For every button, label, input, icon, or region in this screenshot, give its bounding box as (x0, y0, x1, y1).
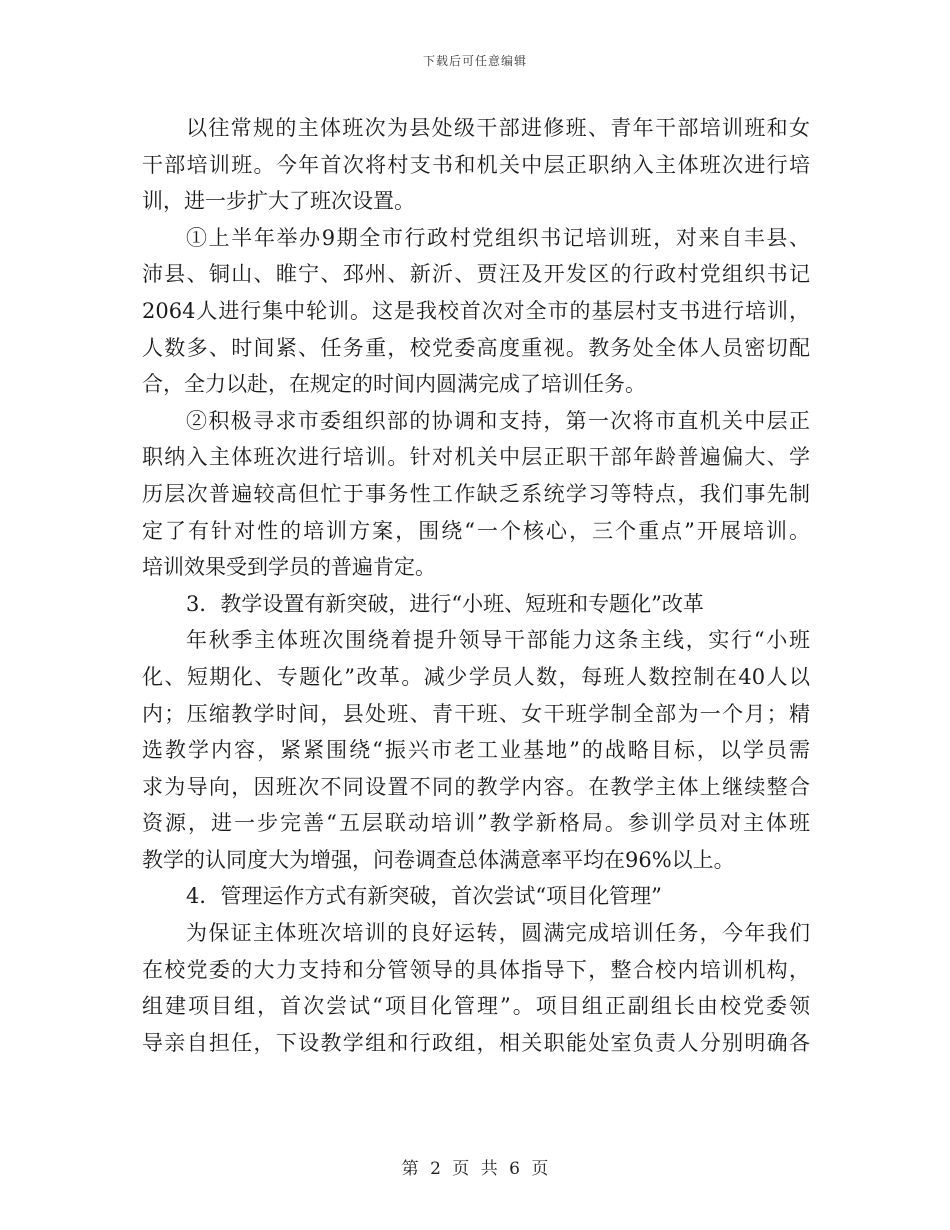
text-line: 导亲自担任，下设教学组和行政组，相关职能处室负责人分别明确各 (142, 1030, 810, 1055)
text-line: 沛县、铜山、睢宁、邳州、新沂、贾汪及开发区的行政村党组织书记 (142, 262, 810, 287)
text-line: 合，全力以赴，在规定的时间内圆满完成了培训任务。 (142, 372, 646, 397)
text-line: 职纳入主体班次进行培训。针对机关中层正职干部年龄普遍偏大、学 (142, 445, 810, 470)
text-line: 定了有针对性的培训方案，围绕“一个核心，三个重点”开展培训。 (142, 518, 810, 543)
text-line: 为保证主体班次培训的良好运转，圆满完成培训任务，今年我们 (186, 921, 810, 946)
text-line: 干部培训班。今年首次将村支书和机关中层正职纳入主体班次进行培 (142, 152, 810, 177)
text-line: 培训效果受到学员的普遍肯定。 (142, 555, 436, 580)
text-line: 在校党委的大力支持和分管领导的具体指导下，整合校内培训机构， (142, 957, 810, 982)
text-line: 化、短期化、专题化”改革。减少学员人数，每班人数控制在40人以 (142, 664, 810, 689)
text-line: 求为导向，因班次不同设置不同的教学内容。在教学主体上继续整合 (142, 774, 810, 799)
text-line: 人数多、时间紧、任务重，校党委高度重视。教务处全体人员密切配 (142, 335, 810, 360)
text-line: 以往常规的主体班次为县处级干部进修班、青年干部培训班和女 (186, 116, 810, 140)
text-line: 内；压缩教学时间，县处班、青干班、女干班学制全部为一个月；精 (142, 701, 810, 726)
text-line: 组建项目组，首次尝试“项目化管理”。项目组正副组长由校党委领 (142, 994, 810, 1019)
text-line: 年秋季主体班次围绕着提升领导干部能力这条主线，实行“小班 (186, 628, 810, 653)
text-line: ②积极寻求市委组织部的协调和支持，第一次将市直机关中层正 (186, 408, 810, 433)
text-line: ①上半年举办9期全市行政村党组织书记培训班，对来自丰县、 (186, 225, 810, 250)
text-line: 2064人进行集中轮训。这是我校首次对全市的基层村支书进行培训， (142, 298, 810, 323)
page-header: 下载后可任意编辑 (422, 54, 527, 68)
text-line: 资源，进一步完善“五层联动培训”教学新格局。参训学员对主体班 (142, 811, 810, 836)
text-line: 历层次普遍较高但忙于事务性工作缺乏系统学习等特点，我们事先制 (142, 481, 810, 506)
text-line: 训，进一步扩大了班次设置。 (142, 189, 415, 214)
text-line: 3．教学设置有新突破，进行“小班、短班和专题化”改革 (186, 591, 704, 616)
text-line: 4．管理运作方式有新突破，首次尝试“项目化管理” (186, 884, 662, 909)
page-number-footer: 第 2 页 共 6 页 (401, 1159, 549, 1179)
document-body (142, 110, 810, 1061)
text-line: 教学的认同度大为增强，问卷调查总体满意率平均在96%以上。 (142, 847, 735, 872)
text-line: 选教学内容，紧紧围绕“振兴市老工业基地”的战略目标，以学员需 (142, 738, 810, 763)
